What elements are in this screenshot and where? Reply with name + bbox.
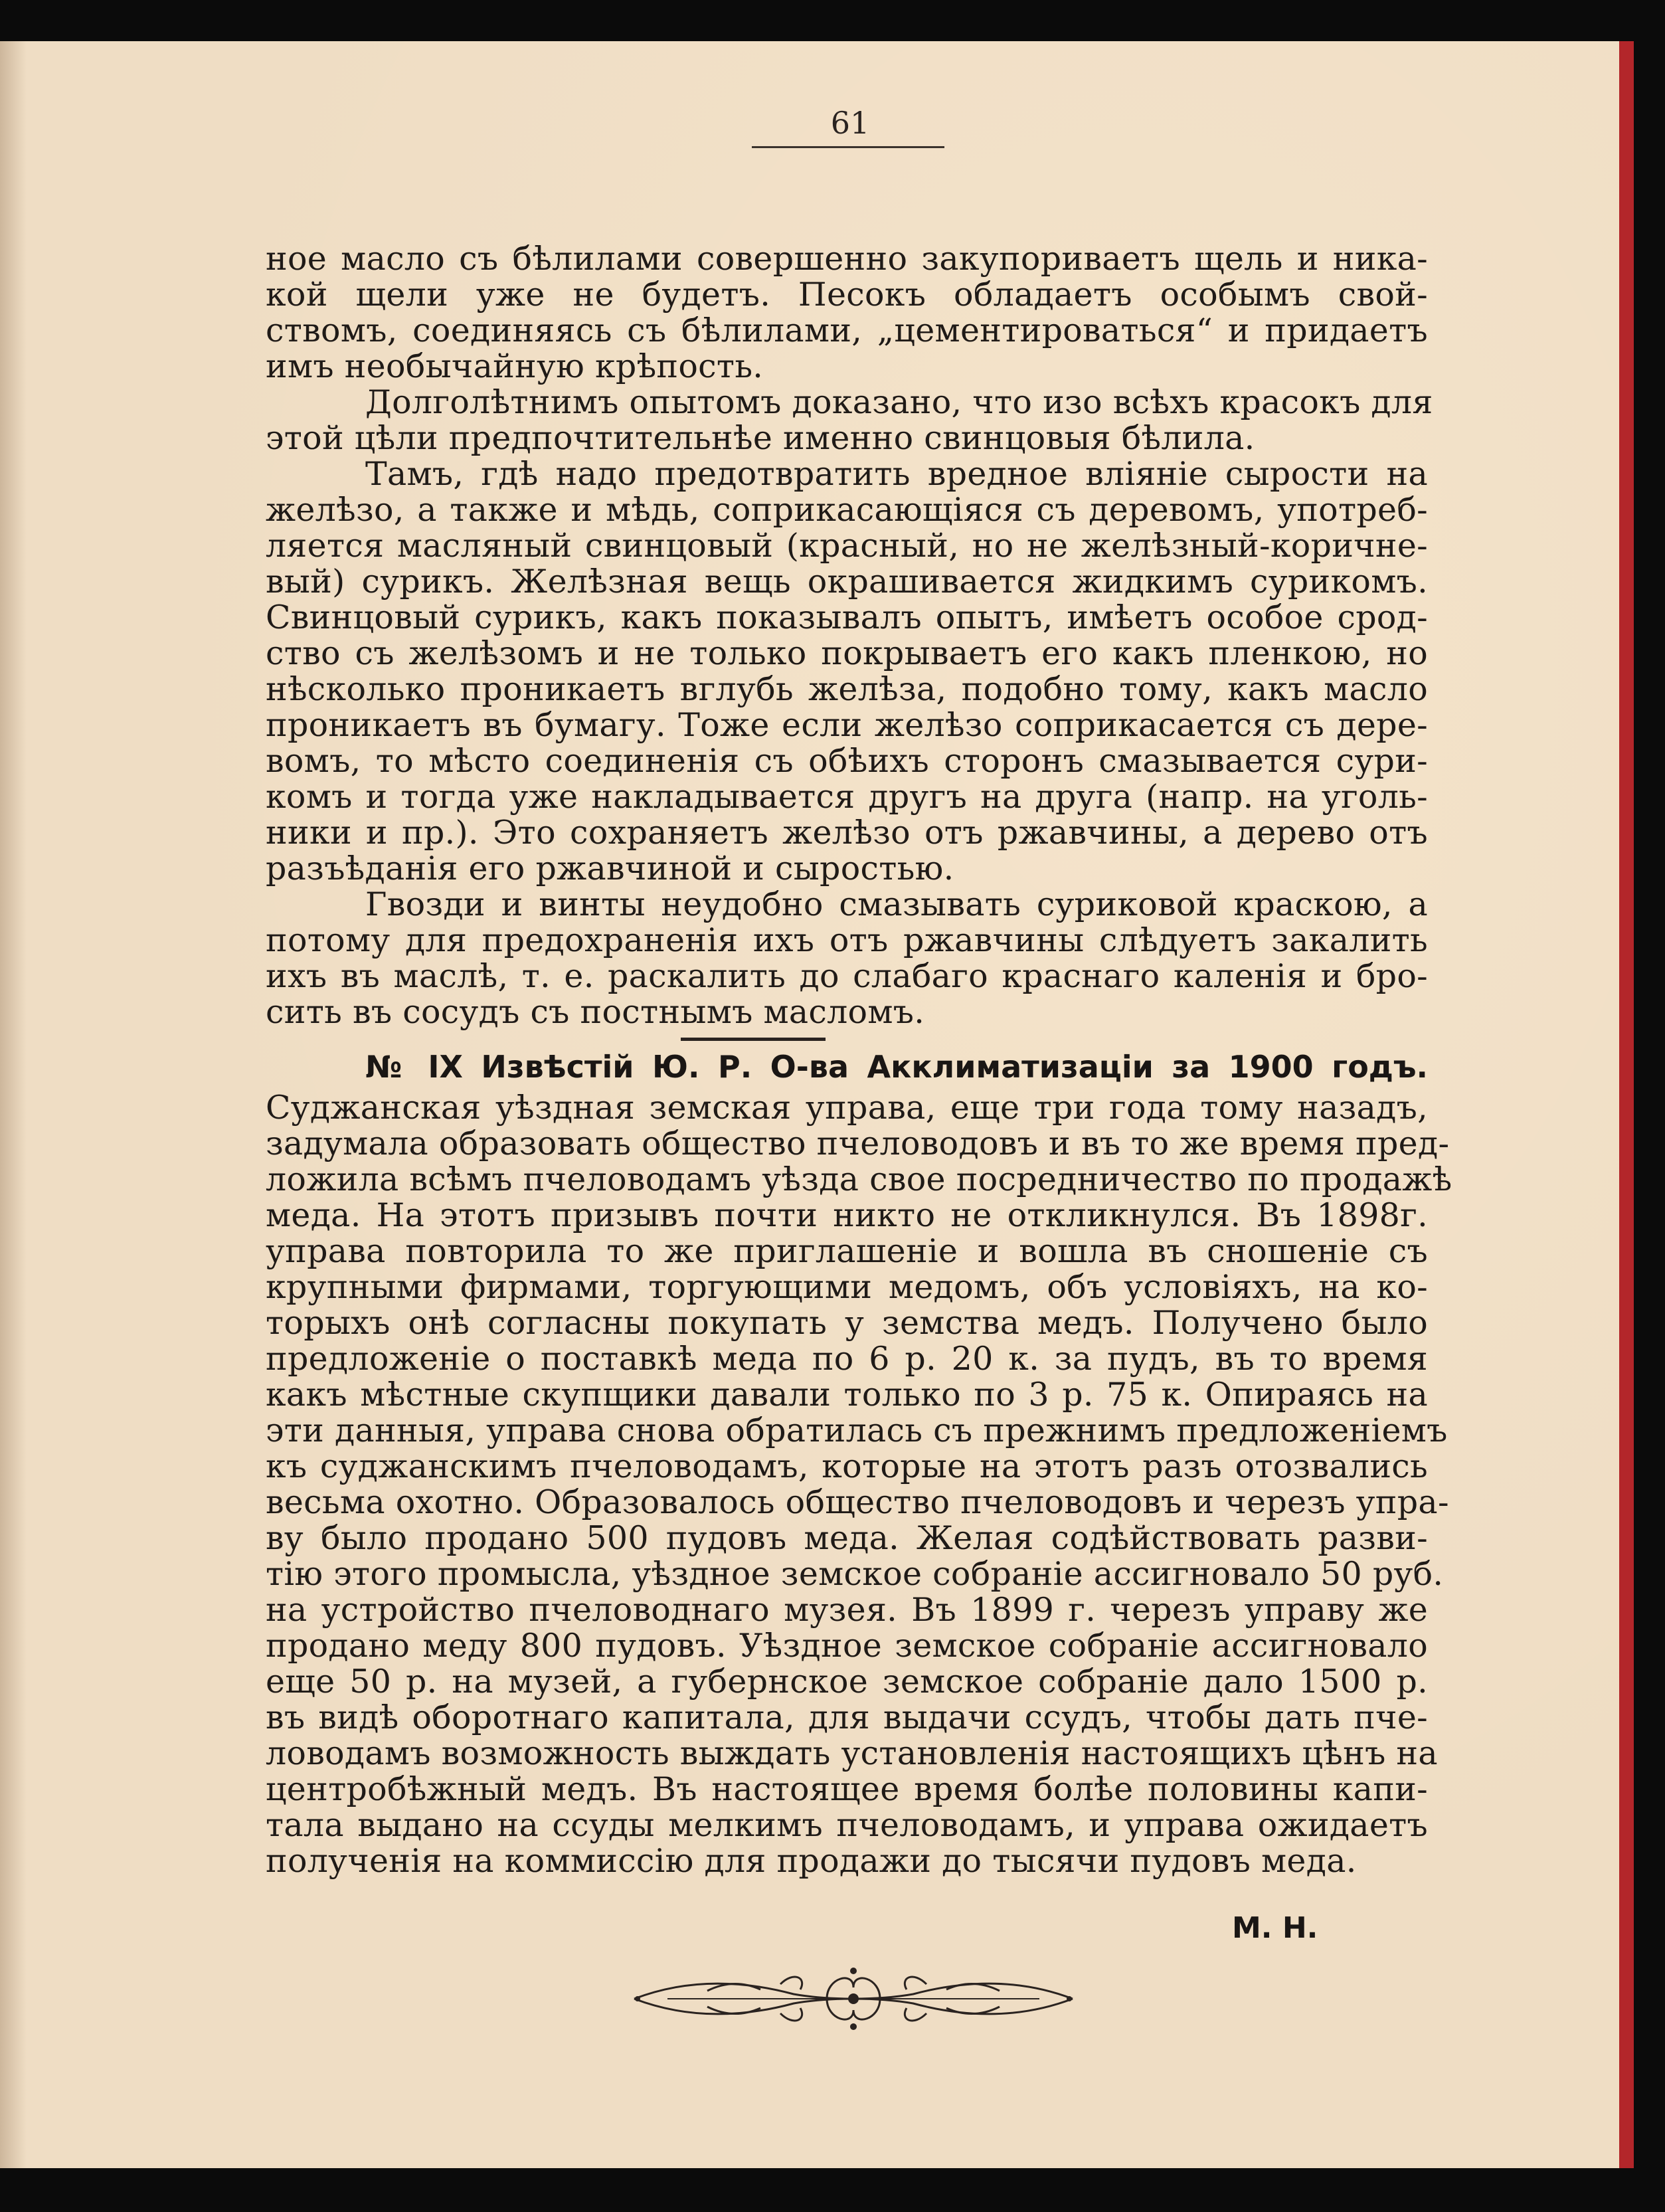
section-line: продано меду 800 пудовъ. Уѣздное земское собраніе ассигновало [266, 1627, 1428, 1665]
body-line: Гвозди и винты неудобно смазывать суриковой краскою, а [365, 885, 1428, 923]
body-line: желѣзо, а также и мѣдь, соприкасающіяся съ деревомъ, употреб- [266, 491, 1428, 529]
section-line: ловодамъ возможность выждать установленія настоящихъ цѣнъ на [266, 1734, 1438, 1772]
section-line: эти данныя, управа снова обратилась съ прежнимъ предложеніемъ [266, 1412, 1448, 1449]
body-line: имъ необычайную крѣпость. [266, 347, 764, 385]
ornament-flourish [628, 1958, 1079, 2041]
body-line: нѣсколько проникаетъ вглубь желѣза, подобно тому, какъ масло [266, 670, 1428, 708]
section-line: тію этого промысла, уѣздное земское собраніе ассигновало 50 руб. [266, 1555, 1444, 1593]
body-line: Тамъ, гдѣ надо предотвратить вредное вліяніе сырости на [365, 455, 1428, 493]
section-line: весьма охотно. Образовалось общество пчеловодовъ и черезъ упра- [266, 1483, 1449, 1521]
section-line: управа повторила то же приглашеніе и вошла въ сношеніе съ [266, 1232, 1428, 1270]
body-line: Свинцовый сурикъ, какъ показывалъ опытъ, имѣетъ особое срод- [266, 599, 1428, 636]
section-line: тала выдано на ссуды мелкимъ пчеловодамъ, и управа ожидаетъ [266, 1806, 1428, 1844]
section-line: торыхъ онѣ согласны покупать у земства медъ. Получено было [266, 1304, 1428, 1342]
body-line: Долголѣтнимъ опытомъ доказано, что изо всѣхъ красокъ для [365, 383, 1433, 421]
page-number: 61 [830, 105, 870, 141]
body-line: сить въ сосудъ съ постнымъ масломъ. [266, 993, 925, 1031]
page-number-rule [752, 146, 944, 148]
section-line: ву было продано 500 пудовъ меда. Желая содѣйствовать разви- [266, 1519, 1428, 1557]
body-line: этой цѣли предпочтительнѣе именно свинцовыя бѣлила. [266, 419, 1255, 457]
section-line: центробѣжный медъ. Въ настоящее время болѣе половины капи- [266, 1770, 1428, 1808]
section-line: задумала образовать общество пчеловодовъ и въ то же время пред- [266, 1125, 1450, 1162]
red-page-edge [1619, 41, 1634, 2168]
section-line: крупными фирмами, торгующими медомъ, объ условіяхъ, на ко- [266, 1268, 1428, 1306]
body-line: ники и пр.). Это сохраняетъ желѣзо отъ ржавчины, а дерево отъ [266, 814, 1428, 852]
section-heading: № IX Извѣстій Ю. Р. О-ва Акклиматизаціи за 1900 годъ. [365, 1049, 1428, 1085]
body-line: разъѣданія его ржавчиной и сыростью. [266, 850, 954, 887]
section-line: полученія на коммиссію для продажи до тысячи пудовъ меда. [266, 1842, 1357, 1880]
section-line: въ видѣ оборотнаго капитала, для выдачи ссудъ, чтобы дать пче- [266, 1699, 1428, 1736]
body-line: ное масло съ бѣлилами совершенно закупориваетъ щель и ника- [266, 240, 1428, 278]
section-line: на устройство пчеловоднаго музея. Въ 1899 г. черезъ управу же [266, 1591, 1428, 1629]
section-line: предложеніе о поставкѣ меда по 6 р. 20 к. за пудъ, въ то время [266, 1340, 1428, 1378]
section-line: еще 50 р. на музей, а губернское земское собраніе дало 1500 р. [266, 1663, 1428, 1701]
section-line: ложила всѣмъ пчеловодамъ уѣзда свое посредничество по продажѣ [266, 1160, 1452, 1198]
body-line: вомъ, то мѣсто соединенія съ обѣихъ сторонъ смазывается сури- [266, 742, 1428, 780]
body-line: ство съ желѣзомъ и не только покрываетъ его какъ пленкою, но [266, 634, 1428, 672]
body-line: кой щели уже не будетъ. Песокъ обладаетъ особымъ свой- [266, 276, 1428, 314]
body-line: комъ и тогда уже накладывается другъ на друга (напр. на уголь- [266, 778, 1428, 816]
section-divider [681, 1038, 826, 1041]
body-line: вый) сурикъ. Желѣзная вещь окрашивается жидкимъ сурикомъ. [266, 563, 1428, 600]
body-line: потому для предохраненія ихъ отъ ржавчины слѣдуетъ закалить [266, 921, 1428, 959]
body-line: ствомъ, соединяясь съ бѣлилами, „цементироваться“ и придаетъ [266, 312, 1428, 349]
section-line: къ суджанскимъ пчеловодамъ, которые на этотъ разъ отозвались [266, 1447, 1428, 1485]
body-line: ляется масляный свинцовый (красный, но не желѣзный-коричне- [266, 527, 1428, 565]
signature: М. Н. [1232, 1911, 1318, 1945]
section-line: Суджанская уѣздная земская управа, еще три года тому назадъ, [266, 1089, 1428, 1127]
body-line: ихъ въ маслѣ, т. е. раскалить до слабаго краснаго каленія и бро- [266, 957, 1428, 995]
section-line: меда. На этотъ призывъ почти никто не откликнулся. Въ 1898г. [266, 1196, 1428, 1234]
book-page [0, 41, 1619, 2168]
body-line: проникаетъ въ бумагу. Тоже если желѣзо соприкасается съ дере- [266, 706, 1428, 744]
section-line: какъ мѣстные скупщики давали только по 3 р. 75 к. Опираясь на [266, 1376, 1428, 1414]
